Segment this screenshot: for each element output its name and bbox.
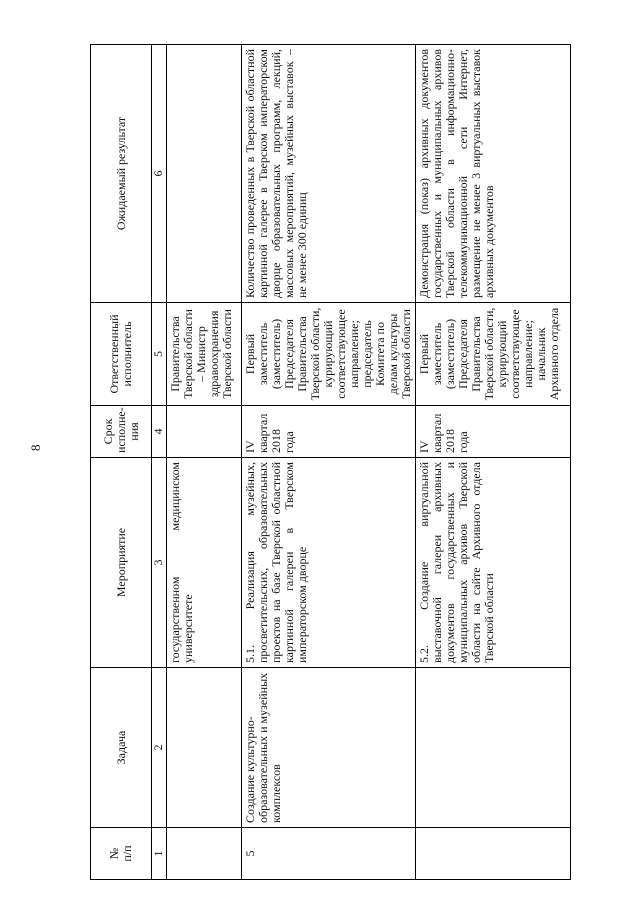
- cell-executor: Первый заместитель (заместитель) Председателя Правительства Тверской области, курирующий соответствующее направление; начальник Архивного отдела: [416, 303, 571, 406]
- table-row: [242, 45, 416, 880]
- cell-result: Демонстрация (показ) архивных документов государственных и муниципальных архивов Тверской области в информационно-телекоммуникационной сети Интернет, размещение не менее 3 виртуальных выставок архивных документов: [416, 45, 571, 303]
- cell-executor: Первый заместитель (заместитель) Председателя Правительства Тверской области, курирующий соответствующее направление; председатель Комитета по делам культуры Тверской области: [242, 303, 416, 406]
- page-number: 8: [28, 444, 43, 451]
- cell-task: [416, 668, 571, 828]
- column-number: 4: [152, 406, 167, 458]
- column-number-row: [152, 45, 167, 880]
- cell-activity: 5.2. Создание виртуальной выставочной галереи архивных документов государственных и муниципальных архивов Тверской области на сайте Архивного отдела Тверской области: [416, 458, 571, 668]
- cell-activity: 5.1. Реализация музейных, просветительских, образовательных проектов на базе Тверской областной картинной галереи в Тверском императорском дворце: [242, 458, 416, 668]
- header-row: [91, 45, 152, 880]
- header-activity: Мероприятие: [91, 458, 152, 668]
- table-row: [167, 45, 242, 880]
- column-number: 6: [152, 45, 167, 303]
- cell-task: Создание культурно-образовательных и музейных комплексов: [242, 668, 416, 828]
- cell-result: Количество проведенных в Тверской областной картинной галерее в Тверском императорском дворце образовательных программ, лекций, массовых мероприятий, музейных выставок – не менее 300 единиц: [242, 45, 416, 303]
- column-number: 3: [152, 458, 167, 668]
- cell-result: [167, 45, 242, 303]
- cell-activity: государственном медицинском университете: [167, 458, 242, 668]
- header-num: № п/п: [91, 828, 152, 880]
- header-executor: Ответственный исполнитель: [91, 303, 152, 406]
- cell-task: [167, 668, 242, 828]
- column-number: 5: [152, 303, 167, 406]
- document-rotated: [90, 45, 561, 880]
- plan-table: [90, 44, 571, 880]
- cell-executor: Правительства Тверской области – Министр здравоохранения Тверской области: [167, 303, 242, 406]
- cell-deadline: IV квартал 2018 года: [242, 406, 416, 458]
- table-row: [416, 45, 571, 880]
- header-task: Задача: [91, 668, 152, 828]
- cell-num: 5: [242, 828, 416, 880]
- header-result: Ожидаемый результат: [91, 45, 152, 303]
- cell-deadline: [167, 406, 242, 458]
- column-number: 1: [152, 828, 167, 880]
- cell-num: [167, 828, 242, 880]
- header-deadline: Срок исполне- ния: [91, 406, 152, 458]
- column-number: 2: [152, 668, 167, 828]
- cell-deadline: IV квартал 2018 года: [416, 406, 571, 458]
- cell-num: [416, 828, 571, 880]
